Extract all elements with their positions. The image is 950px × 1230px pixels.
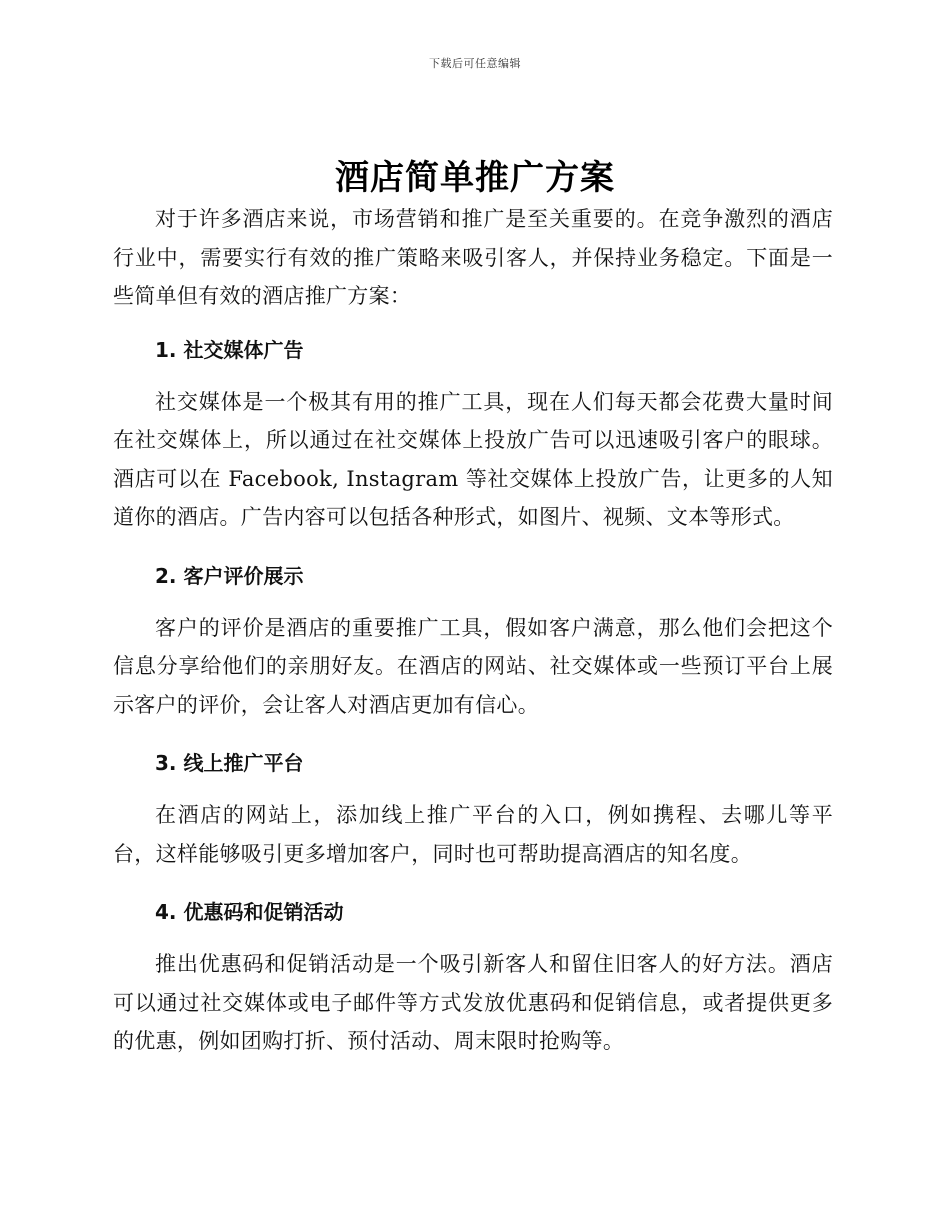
section-body-1: 社交媒体是一个极其有用的推广工具，现在人们每天都会花费大量时间在社交媒体上，所以通过在社交媒体上投放广告可以迅速吸引客户的眼球。酒店可以在 Facebook, Instagram 等社交媒体上投放广告，让更多的人知道你的酒店。广告内容可以包括各种形式，如图片、视频、文本等形式。 xyxy=(113,389,833,529)
document-body xyxy=(113,200,833,1061)
section-body-4: 推出优惠码和促销活动是一个吸引新客人和留住旧客人的好方法。酒店可以通过社交媒体或电子邮件等方式发放优惠码和促销信息，或者提供更多的优惠，例如团购打折、预付活动、周末限时抢购等。 xyxy=(113,952,833,1053)
section-heading-1: 1. 社交媒体广告 xyxy=(155,337,304,362)
section-body-3: 在酒店的网站上，添加线上推广平台的入口，例如携程、去哪儿等平台，这样能够吸引更多增加客户，同时也可帮助提高酒店的知名度。 xyxy=(113,803,833,866)
section-heading-2: 2. 客户评价展示 xyxy=(155,563,304,588)
section-heading-3: 3. 线上推广平台 xyxy=(155,751,304,775)
section-body-2: 客户的评价是酒店的重要推广工具，假如客户满意，那么他们会把这个信息分享给他们的亲朋好友。在酒店的网站、社交媒体或一些预订平台上展示客户的评价，会让客人对酒店更加有信心。 xyxy=(113,615,833,717)
document-title: 酒店简单推广方案 xyxy=(335,158,615,198)
header-note: 下载后可任意编辑 xyxy=(429,57,521,70)
section-heading-4: 4. 优惠码和促销活动 xyxy=(155,900,344,924)
intro-paragraph: 对于许多酒店来说，市场营销和推广是至关重要的。在竞争激烈的酒店行业中，需要实行有效的推广策略来吸引客人，并保持业务稳定。下面是一些简单但有效的酒店推广方案： xyxy=(113,207,833,308)
